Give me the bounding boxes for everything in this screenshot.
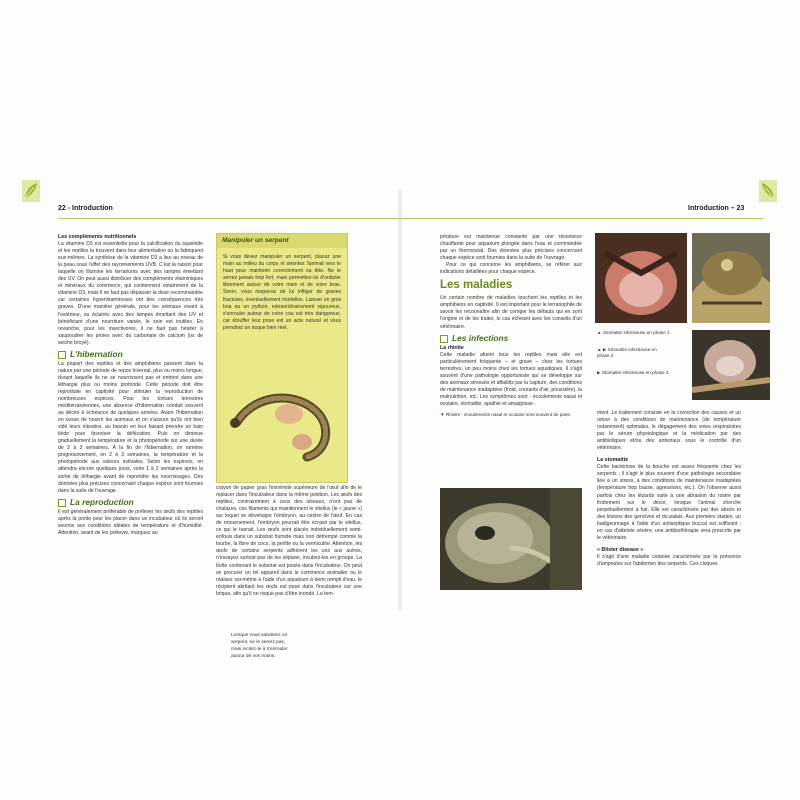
reproduction-title: La reproduction (70, 497, 134, 508)
paragraph: Il est généralement préférable de prélever les œufs des reptiles après la ponte pour les placer dans un incubateur où ils seront soumis aux conditions idéales de température et d'humidité. Attention, avant de les prélever, marquez au (58, 508, 203, 536)
checkbox-bullet-icon (440, 335, 448, 343)
left-column-1 (58, 234, 203, 537)
triangle-bullet-icon: ▲ ▶ (597, 347, 608, 352)
page-header-right: Introduction – 23 (688, 205, 745, 212)
callout-text: Si vous devez manipuler un serpent, placez une main au milieu du corps et orientez l'animal vers le haut pour maintenir correctement sa tête. Ne le serrez jamais trop fort, mais permettez-lui d'onduler librement autour de votre main et de votre bras. Sinon, vous risquerez de lui infliger de graves fractures, éventuellement mortelles. Laisser un gros boa ou un python, extraordinairement vigoureux, s'enrouler autour de votre cou est très dangereux, car étouffer leur proie est un acte naturel et vous prendrez un risque bien réel. (223, 254, 341, 331)
right-column-1 (440, 234, 582, 418)
stomatite-phase2-photo (692, 233, 770, 323)
paragraph: Il s'agit d'une maladie cutanée caractérisée par la présence d'ampoules sur l'abdomen des serpents. Ces cloques (597, 553, 741, 567)
caption-phase1 (597, 330, 689, 336)
snake-hand-illustration (217, 352, 347, 482)
callout-caption: Lorsque vous saisissez un serpent, ne le serrez pas, mais incitez-le à s'enrouler autour de vos mains. (231, 633, 288, 659)
phase3-caption-text: Stomatite infectieuse en phase 3. (601, 370, 670, 375)
checkbox-bullet-icon (58, 499, 66, 507)
stomatite-subhead: La stomatite (597, 457, 629, 464)
paragraph: ment. Le traitement consiste en la correction des causes et un retour à des conditions de maintenance (de température notamment) optimales, le dégagement des voies respiratoires par le sérum physiologique et la médication par des antibiotiques et/ou des antiviraux sous le contrôle d'un vétérinaire. (597, 410, 741, 452)
paragraph: Cette maladie atteint tous les reptiles mais elle est particulièrement fréquente – et grave – chez les tortues terrestres, un peu moins chez les tortues aquatiques. Il s'agit souvent d'une pathologie opportuniste qui se développe sur des animaux stressés et affaiblis par la capture, des conditions de maintenance inadaptées (froid, courants d'air, poussière), la malnutrition, etc. Les symptômes sont : écoulements nasal et oculaire, stomatite, apathie et amaigrisse- (440, 351, 582, 407)
triangle-bullet-icon: ▼ (440, 411, 446, 417)
section-subhead: Les compléments nutritionnels (58, 234, 137, 240)
maladies-title: Les maladies (440, 279, 513, 292)
blister-subhead: « Blister disease » (597, 546, 644, 553)
paragraph: Cette bactériose de la bouche est assez fréquente chez les serpents ; il s'agit le plus souvent d'une pathologie secondaire liée à un stress, à des conditions de maintenance inadaptées (température trop basse, agressions, etc.). On l'observe aussi parfois chez les lézards suite à une abrasion du rostre par frottement sur le décor, lorsque l'animal cherche perpétuellement à fuir. Elle est caractérisée par des abcès et des lésions des gencives et du palais. Aux premiers stades, un badigeonnage à l'aide d'un antiseptique buccal est suffisant ; en cas d'atteinte sévère, une antibiothérapie sera prescrite par le vétérinaire. (597, 464, 741, 541)
photo-caption (440, 412, 582, 418)
paragraph: pérature est maintenue constante par une résistance chauffante pour aquarium plongée dans l'eau et commandée par un thermostat. Des données plus précises concernant chaque espèce sont fournies dans la suite de l'ouvrage. (440, 234, 582, 262)
header-rule (58, 218, 763, 219)
stomatite-phase1-photo (595, 233, 687, 323)
callout-title: Manipuler un serpent (217, 234, 347, 248)
tortoise-photo (440, 488, 582, 590)
paragraph: La plupart des reptiles et des amphibiens passent dans la nature par une période de repos hivernal, plus ou moins longue, durant laquelle ils ne se nourrissent pas et entrent dans une léthargie plus ou moins profonde. Cette période doit être reproduite en captivité pour stimuler la reproduction de nombreuses espèces. Pour les tortues terrestres méditerranéennes, une absence d'hibernation conduit souvent au décès à échéance de quelques années. Avant l'hibernation on cesse de nourrir les animaux et on s'assure qu'ils ont bien vidé leurs intestins, au besoin en leur faisant prendre un bain tiède pour favoriser la défécation. Puis on diminue graduellement la température et la photopériode sur une durée de 2 à 3 semaines. À la fin de l'hibernation, on ramène progressivement, en 2 à 3 semaines, la température et la photopériode aux valeurs estivales. Selon les espèces, on attendra encore quelques jours, voire 1 à 2 semaines après la sortie de léthargie avant de reprendre les nourrissages. Des données plus précises concernant chaque espèce sont fournies dans la suite de l'ouvrage. (58, 360, 203, 494)
section-title (58, 351, 203, 359)
phase2-caption-text: Stomatite infectieuse en phase 2. (597, 347, 657, 358)
paragraph: crayon de papier gras l'extrémité supérieure de l'œuf afin de le replacer dans l'incubateur dans la même position. Les œufs des reptiles, contrairement à ceux des oiseaux, n'ont pas de chalazes, ces filaments qui maintiennent le vitellus (le « jaune ») sur lequel se développe l'embryon, au centre de l'œuf. En cas de retournement, l'embryon pourrait être écrasé par le vitellus, ce qui le tuerait. Les œufs sont placés individuellement semi-enfouis dans un substrat humide mais non détrempé comme la tourbe, la fibre de coco, la perlite ou la vermiculite. Attention, les œufs de certains serpents adhèrent les uns aux autres, n'essayez surtout pas de les séparer, incubez-les en groupe. La boîte contenant le substrat est posée dans l'incubateur. On peut se procurer un tel appareil dans le commerce animalier ou le réaliser soi-même à l'aide d'un aquarium à demi rempli d'eau, le récipient abritant les œufs est posé dans l'incubateur sur une brique, afin qu'il ne risque pas d'être inondé. La tem- (216, 485, 362, 597)
rhinite-subhead: La rhinite (440, 344, 464, 351)
hibernation-title: L'hibernation (70, 349, 123, 360)
leaf-decoration-icon (22, 180, 40, 202)
triangle-bullet-icon: ▲ (597, 330, 603, 335)
section-title (58, 499, 203, 507)
paragraph: Un certain nombre de maladies touchent les reptiles et les amphibiens en captivité. Il est important pour le terrariophile de savoir les reconnaître afin de corriger les défauts qui en sont l'origine et de les traiter, le cas échéant avec les conseils d'un vétérinaire. (440, 295, 582, 330)
leaf-decoration-icon (759, 180, 777, 202)
page-header-left: 22 - Introduction (58, 205, 113, 212)
rhinite-caption: Rhinite : écoulements nasal et oculaire sont souvent de paire. (445, 411, 572, 417)
right-column-2 (597, 410, 741, 568)
paragraph: La vitamine D3 est essentielle pour la calcification du squelette et les reptiles la trouvent dans leur alimentation ou la fabriquent eux-mêmes. La synthèse de la vitamine D3 a lieu au niveau de la peau sous l'effet des rayonnements UVB. C'est la raison pour laquelle on illumine les terrariums avec des lampes émettant des UV. On peut aussi distribuer des compléments vitaminiques et minéraux du commerce, qui contiennent notamment de la vitamine D3, mais il ne faut pas dépasser la dose recommandée car certaines hypervitaminoses ont des conséquences très graves. D'une manière générale, pour les animaux vivant à l'extérieur, ou éclairés avec des lampes émettant des UV et bénéficiant d'une nourriture variée, le soin est inutiles. En revanche, pour les insectivores, il ne faut pas hésiter à saupoudrer les proies avec du carbonate de calcium (os de seiche broyé). (58, 241, 203, 346)
paragraph: Pour ce qui concerne les amphibiens, se référer aux indications détaillées pour chaque espèce. (440, 262, 582, 276)
caption-phase3 (597, 370, 689, 376)
stomatite-phase3-photo (692, 330, 770, 400)
checkbox-bullet-icon (58, 351, 66, 359)
book-gutter (398, 190, 402, 610)
phase1-caption-text: Stomatite infectieuse en phase 1. (602, 330, 671, 335)
infections-title: Les infections (452, 333, 509, 344)
section-title (440, 335, 582, 343)
triangle-bullet-icon: ▶ (597, 370, 602, 375)
caption-phase2 (597, 347, 659, 359)
left-column-2 (216, 485, 362, 598)
